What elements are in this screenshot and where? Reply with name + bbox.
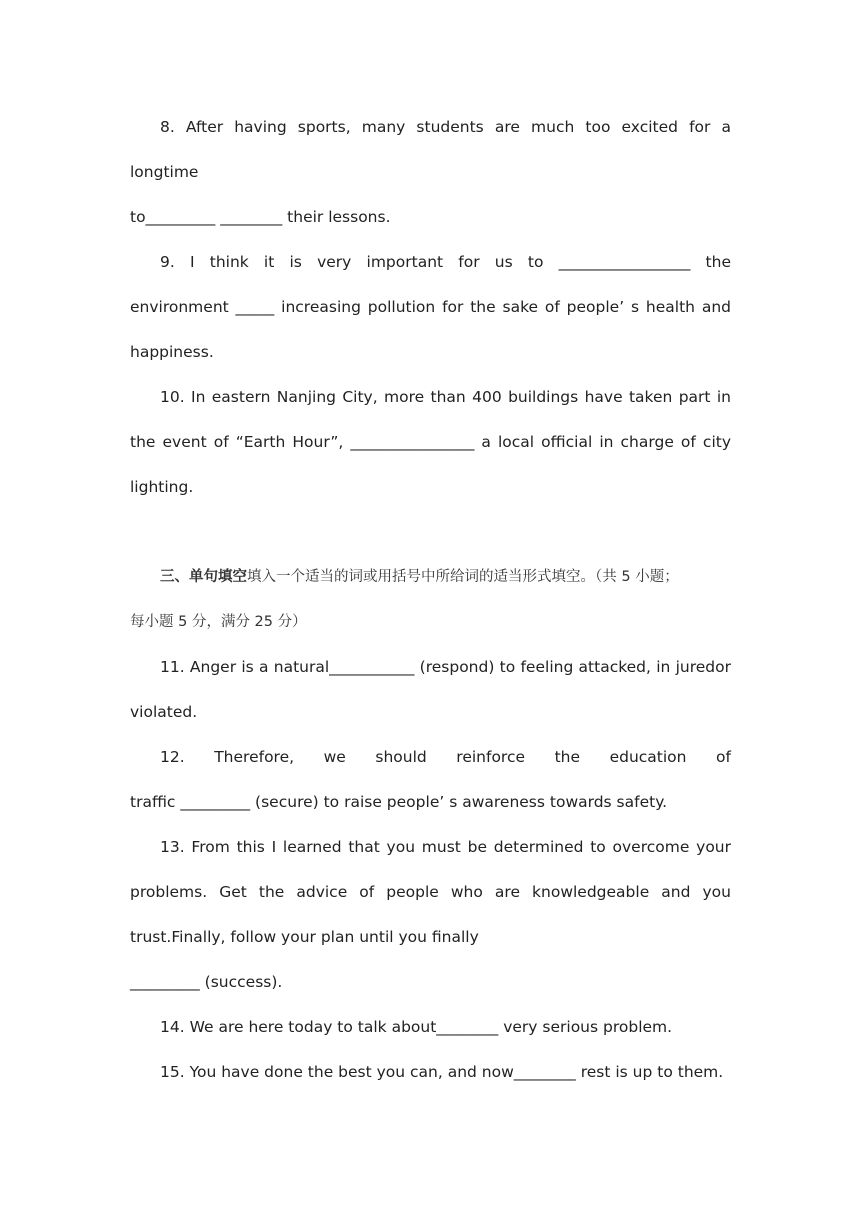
question-12-line-2: traffic _________ (secure) to raise people’ s awareness towards safety. [130, 793, 668, 811]
question-13-line-1: 13. From this I learned that you must be determined to overcome your [160, 838, 731, 856]
section-3-heading [130, 555, 731, 600]
question-8-line-2: to_________ ________ their lessons. [130, 208, 391, 226]
question-10-line-2: the event of “Earth Hour”, ________________ a local official in charge of city [130, 433, 731, 451]
question-11-line-1: 11. Anger is a natural___________ (respond) to feeling attacked, in juredor [160, 658, 731, 676]
section-spacer [130, 510, 731, 555]
question-10-line-1: 10. In eastern Nanjing City, more than 400 buildings have taken part in [160, 388, 731, 406]
question-14: 14. We are here today to talk about________ very serious problem. [160, 1018, 673, 1036]
question-13-line-2: problems. Get the advice of people who are knowledgeable and you [130, 883, 731, 901]
question-10-line-3: lighting. [130, 478, 194, 496]
question-9-line-3: happiness. [130, 343, 214, 361]
section-3-instructions: 填入一个适当的词或用括号中所给词的适当形式填空。（共 5 小题； [247, 569, 679, 585]
question-9-line-2: environment _____ increasing pollution for the sake of people’ s health and [130, 298, 731, 316]
question-9-line-1: 9. I think it is very important for us to _________________ the [160, 253, 731, 271]
question-12-line-1: 12. Therefore, we should reinforce the education of [160, 748, 731, 766]
question-15: 15. You have done the best you can, and now________ rest is up to them. [160, 1063, 724, 1081]
question-13-line-3: trust.Finally, follow your plan until you finally [130, 928, 479, 946]
section-3-heading-line-2: 每小题 5 分，满分 25 分） [130, 614, 307, 630]
document-page [130, 105, 731, 1095]
question-8-line-1: 8. After having sports, many students are much too excited for a longtime [130, 118, 731, 181]
question-13-line-4: _________ (success). [130, 973, 283, 991]
question-11-line-2: violated. [130, 703, 198, 721]
section-3-title: 三、单句填空 [160, 569, 247, 585]
